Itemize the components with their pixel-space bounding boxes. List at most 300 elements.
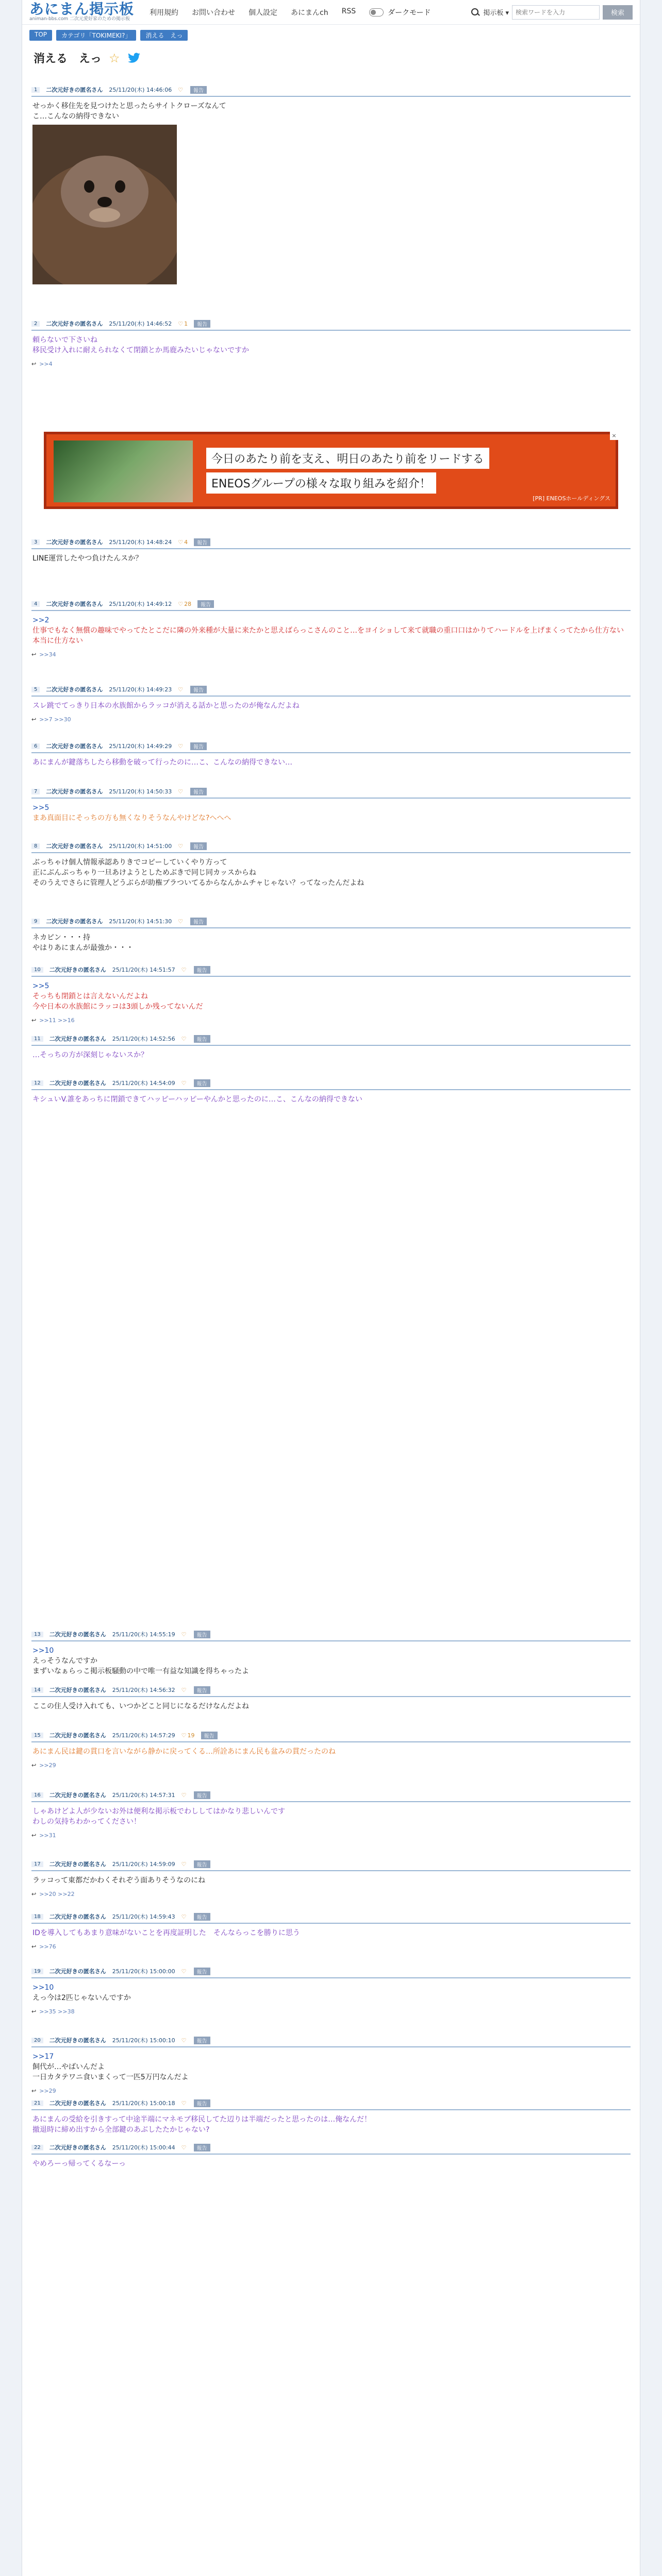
post-text-line: 正にぶんぷっちゃり一旦あけようとしためぶきで同じ同カッスからね [32, 869, 256, 877]
ad-headline: 今日のあたり前を支え、明日のあたり前をリードする [206, 448, 489, 469]
post-text-line: ここの住人受け入れても、いつかどこと同じになるだけなんだよね [32, 1702, 249, 1710]
poster-name: 二次元好きの匿名さん [46, 743, 103, 750]
heart-icon: ♡ [181, 2144, 187, 2151]
like-count: 19 [187, 1732, 195, 1739]
heart-icon: ♡ [181, 1732, 187, 1739]
post-number[interactable]: 20 [31, 2038, 43, 2043]
reply-link-text[interactable]: >>20 >>22 [39, 1891, 75, 1897]
post-body [31, 1978, 631, 2003]
post-date: 25/11/20(木) 14:54:09 [112, 1080, 175, 1087]
report-button[interactable]: 報告 [197, 600, 214, 608]
post-date: 25/11/20(木) 15:00:00 [112, 1968, 175, 1975]
poster-name: 二次元好きの匿名さん [46, 918, 103, 925]
dark-mode-label: ダークモード [388, 8, 431, 17]
report-button[interactable]: 報告 [194, 1791, 210, 1799]
post-number[interactable]: 3 [31, 539, 40, 545]
report-button[interactable]: 報告 [190, 788, 207, 795]
post-number[interactable]: 11 [31, 1036, 43, 1042]
reply-link-text[interactable]: >>7 >>30 [39, 716, 71, 723]
post-header [31, 1686, 631, 1697]
twitter-bird-icon[interactable] [127, 53, 141, 64]
poster-name: 二次元好きの匿名さん [46, 87, 103, 93]
post-number[interactable]: 2 [31, 321, 40, 327]
heart-icon: ♡ [178, 600, 184, 607]
post-body [31, 1090, 631, 1105]
post-date: 25/11/20(木) 14:46:06 [109, 87, 172, 93]
poster-name: 二次元好きの匿名さん [46, 686, 103, 693]
heart-icon: ♡ [178, 86, 184, 93]
breadcrumb [22, 25, 640, 41]
post-text-line: 頼らないで下さいね [32, 336, 97, 344]
post-date: 25/11/20(木) 14:57:29 [112, 1732, 175, 1739]
post-number[interactable]: 1 [31, 87, 40, 93]
post-number[interactable]: 4 [31, 601, 40, 607]
poster-name: 二次元好きの匿名さん [49, 967, 106, 973]
post-date: 25/11/20(木) 14:51:00 [109, 843, 172, 850]
post-body [31, 977, 631, 1012]
report-button[interactable]: 報告 [194, 320, 210, 328]
top-nav [150, 7, 356, 18]
breadcrumb-category[interactable]: カテゴリ「TOKIMEKI?」 [56, 30, 136, 41]
like-button[interactable] [178, 320, 188, 327]
post-number[interactable]: 16 [31, 1792, 43, 1798]
post-body [31, 928, 631, 953]
post-body [31, 97, 631, 284]
report-button[interactable]: 報告 [194, 2037, 210, 2044]
post-header [31, 319, 631, 331]
like-button[interactable] [178, 539, 188, 546]
post [31, 1079, 631, 1105]
ad-subheadline: ENEOSグループの様々な取り組みを紹介！ [206, 472, 436, 494]
post-text-line: 仕事でもなく無償の趣味でやってたとこだに隣の外来種が大量に来たかと思えばらっこさんのこと…をヨイショして来て就職の重口口はかりてハードルを上げまくってたから仕方ない本当に仕方ない [32, 626, 624, 645]
heart-icon: ♡ [181, 966, 187, 973]
post [31, 917, 631, 953]
like-button[interactable] [178, 686, 184, 693]
report-button[interactable]: 報告 [194, 1631, 210, 1638]
post-text-line: ラッコって東都だかわくそれぞう面ありそうなのにね [32, 1876, 206, 1885]
search-bar [471, 5, 633, 20]
post-text-line: 移民受け入れに耐えられなくて閉鎖とか馬鹿みたいじゃないですか [32, 346, 249, 354]
report-button[interactable]: 報告 [194, 1860, 210, 1868]
toggle-switch-icon[interactable] [369, 8, 384, 16]
reply-anchor-link[interactable]: >>17 [32, 2053, 54, 2061]
report-button[interactable]: 報告 [201, 1732, 218, 1739]
post-number[interactable]: 15 [31, 1733, 43, 1738]
like-button[interactable] [181, 1687, 188, 1693]
like-count: 4 [184, 538, 188, 546]
post [31, 1791, 631, 1839]
like-button[interactable] [178, 918, 184, 925]
post [31, 1860, 631, 1897]
like-button[interactable] [178, 601, 191, 607]
post-number[interactable]: 12 [31, 1080, 43, 1086]
post-body [31, 331, 631, 355]
reply-link-text[interactable]: >>29 [39, 1762, 56, 1769]
poster-name: 二次元好きの匿名さん [46, 843, 103, 850]
heart-icon: ♡ [181, 1686, 187, 1693]
post-text-line: あにまんの受給を引きすって中途半端にマネモブ移民してた辺りは半端だったと思ったのは…俺なんだ！ [32, 2115, 372, 2124]
post-number[interactable]: 5 [31, 687, 40, 692]
post-header [31, 1912, 631, 1924]
post-header [31, 538, 631, 549]
post-header [31, 917, 631, 928]
post-date: 25/11/20(木) 14:49:23 [109, 686, 172, 693]
post-date: 25/11/20(木) 14:52:56 [112, 1036, 175, 1042]
reply-links[interactable] [31, 2003, 631, 2015]
reply-arrow-icon: ↩ [31, 1891, 37, 1897]
post [31, 1967, 631, 2015]
post-body [31, 1742, 631, 1757]
post-body [31, 549, 631, 564]
post-text-line: スレ跳でてっきり日本の水族館からラッコが消える話かと思ったのが俺なんだよね [32, 702, 300, 710]
heart-icon: ♡ [181, 1631, 187, 1638]
nav-contact[interactable]: お問い合わせ [192, 8, 236, 17]
like-button[interactable] [181, 967, 188, 973]
post-header [31, 1860, 631, 1871]
post-body [31, 1046, 631, 1060]
like-button[interactable] [181, 2037, 188, 2044]
post-body [31, 853, 631, 888]
reply-anchor-link[interactable]: >>2 [32, 616, 49, 624]
post [31, 965, 631, 1024]
post-body [31, 1871, 631, 1886]
post-body [31, 611, 631, 646]
post-number[interactable]: 18 [31, 1914, 43, 1920]
heart-icon: ♡ [181, 1968, 187, 1975]
reply-arrow-icon: ↩ [31, 1943, 37, 1950]
report-button[interactable]: 報告 [194, 1968, 210, 1975]
poster-name: 二次元好きの匿名さん [49, 1687, 106, 1693]
post-body [31, 2047, 631, 2082]
post-number[interactable]: 22 [31, 2145, 43, 2150]
post-date: 25/11/20(木) 14:57:31 [112, 1792, 175, 1799]
post-number[interactable]: 19 [31, 1969, 43, 1974]
heart-icon: ♡ [178, 538, 184, 546]
heart-icon: ♡ [178, 918, 184, 925]
post-header [31, 1630, 631, 1641]
post-header [31, 2099, 631, 2110]
post-text-line: キシュいV.誰をあっちに閉鎖できてハッピーハッピーやんかと思ったのに…こ、こんなの納得できない [32, 1095, 362, 1104]
post-text-line: わしの気持ちわかってください！ [32, 1818, 141, 1826]
post-number[interactable]: 9 [31, 919, 40, 924]
heart-icon: ♡ [181, 2099, 187, 2107]
reply-link-text[interactable]: >>4 [39, 361, 53, 367]
post-body [31, 697, 631, 711]
post-text-line: 飼代が…やばいんだよ [32, 2063, 105, 2071]
ad-close-icon[interactable]: × [610, 432, 618, 440]
post-header [31, 1079, 631, 1090]
nav-settings[interactable]: 個人設定 [249, 8, 278, 17]
post-date: 25/11/20(木) 14:50:33 [109, 788, 172, 795]
reply-arrow-icon: ↩ [31, 361, 37, 367]
post-header [31, 685, 631, 697]
like-count: 1 [184, 320, 188, 327]
post-date: 25/11/20(木) 14:55:19 [112, 1631, 175, 1638]
post-text-line: そっちも閉鎖とは言えないんだよね [32, 992, 148, 1001]
post [31, 86, 631, 284]
advertisement-banner[interactable] [44, 432, 618, 509]
logo-subtitle: animan-bbs.com 二次元愛好家のための掲示板 [29, 16, 130, 22]
reply-links[interactable] [31, 711, 631, 723]
like-button[interactable] [181, 1861, 188, 1868]
report-button[interactable]: 報告 [190, 842, 207, 850]
reply-anchor-link[interactable]: >>5 [32, 982, 49, 990]
nav-animanch[interactable]: あにまんch [291, 8, 328, 17]
reply-anchor-link[interactable]: >>10 [32, 1984, 54, 1992]
post-date: 25/11/20(木) 15:00:18 [112, 2100, 175, 2107]
reply-link-text[interactable]: >>29 [39, 2088, 56, 2094]
post-text-line: ぶっちゃけ個人情報承認ありきでコピーしていくやり方って [32, 858, 227, 867]
post-text-line: えっ今は2匹じゃないんですか [32, 1994, 131, 2002]
post-body [31, 1802, 631, 1827]
post-header [31, 742, 631, 753]
reply-link-text[interactable]: >>31 [39, 1832, 56, 1839]
post-number[interactable]: 13 [31, 1632, 43, 1637]
post-text-line: せっかく移住先を見つけたと思ったらサイトクローズなんて [32, 102, 226, 110]
post-text-line: 撤退時に締め出すから全部鍵のあぶしたたかじゃない? [32, 2126, 210, 2134]
like-button[interactable] [181, 2144, 188, 2151]
post-date: 25/11/20(木) 14:59:43 [112, 1913, 175, 1920]
post-text-line: しゃあけどよ人が少ないお外は便利な掲示板でわししてはかなり悲しいんです [32, 1807, 285, 1816]
post-header [31, 787, 631, 799]
post-text-line: やはりあにまんが最強か・・・ [32, 944, 134, 952]
reply-links[interactable] [31, 1757, 631, 1769]
post [31, 538, 631, 564]
post-number[interactable]: 14 [31, 1687, 43, 1693]
page [22, 0, 640, 2576]
reply-arrow-icon: ↩ [31, 716, 37, 723]
like-button[interactable] [181, 2100, 188, 2107]
post-date: 25/11/20(木) 14:51:57 [112, 967, 175, 973]
search-button[interactable]: 検索 [603, 5, 633, 20]
poster-name: 二次元好きの匿名さん [46, 601, 103, 607]
post-body [31, 2110, 631, 2135]
post-date: 25/11/20(木) 14:51:30 [109, 918, 172, 925]
reply-link-text[interactable]: >>11 >>16 [39, 1017, 75, 1024]
report-button[interactable]: 報告 [194, 1913, 210, 1921]
reply-arrow-icon: ↩ [31, 1832, 37, 1839]
heart-icon: ♡ [181, 1791, 187, 1799]
thread-title-row [22, 41, 640, 70]
like-button[interactable] [178, 743, 184, 750]
nav-terms[interactable]: 利用規約 [150, 8, 179, 17]
post-number[interactable]: 21 [31, 2100, 43, 2106]
poster-name: 二次元好きの匿名さん [49, 1036, 106, 1042]
post-header [31, 1967, 631, 1978]
sea-otter-photo[interactable] [32, 125, 177, 284]
star-icon[interactable]: ☆ [109, 50, 120, 65]
post [31, 1686, 631, 1711]
poster-name: 二次元好きの匿名さん [49, 1792, 106, 1799]
post-date: 25/11/20(木) 14:49:12 [109, 601, 172, 607]
post-header [31, 600, 631, 611]
post-text-line: まあ真面目にそっちの方も無くなりそうなんやけどな?へへへ [32, 814, 231, 822]
site-logo[interactable] [29, 2, 134, 22]
reply-links[interactable] [31, 1938, 631, 1950]
post-text-line: …そっちの方が深刻じゃないスか？ [32, 1051, 148, 1059]
post-text-line: 今や日本の水族館にラッコは3頭しか残ってないんだ [32, 1003, 203, 1011]
reply-arrow-icon: ↩ [31, 2008, 37, 2015]
post [31, 1912, 631, 1950]
post [31, 787, 631, 823]
post [31, 1731, 631, 1769]
reply-arrow-icon: ↩ [31, 1017, 37, 1024]
post-date: 25/11/20(木) 14:48:24 [109, 539, 172, 546]
header [22, 0, 640, 25]
search-scope-select[interactable]: 掲示板 ▾ [483, 9, 509, 17]
poster-name: 二次元好きの匿名さん [49, 2100, 106, 2107]
report-button[interactable]: 報告 [190, 742, 207, 750]
post [31, 1035, 631, 1060]
like-button[interactable] [181, 1913, 188, 1920]
poster-name: 二次元好きの匿名さん [49, 1631, 106, 1638]
reply-links[interactable] [31, 1827, 631, 1839]
like-button[interactable] [181, 1732, 195, 1739]
reply-links[interactable] [31, 1012, 631, 1024]
reply-link-text[interactable]: >>76 [39, 1943, 56, 1950]
report-button[interactable]: 報告 [194, 1079, 210, 1087]
post-text-line: あにまん民は鍵の貫口を言いながら静かに戻ってくる…所詮あにまん民も盆みの貫だったのね [32, 1748, 336, 1756]
poster-name: 二次元好きの匿名さん [46, 320, 103, 327]
report-button[interactable]: 報告 [194, 2144, 210, 2151]
poster-name: 二次元好きの匿名さん [46, 788, 103, 795]
report-button[interactable]: 報告 [190, 86, 207, 94]
post-text-line: やめろーっ帰ってくるなーっ [32, 2160, 126, 2168]
post-date: 25/11/20(木) 14:59:09 [112, 1861, 175, 1868]
post-text-line: えっそうなんですか [32, 1657, 97, 1665]
post-number[interactable]: 7 [31, 789, 40, 794]
post-text-line: あにまんが鍵落ちしたら移動を破って行ったのに…こ、こんなの納得できない… [32, 758, 292, 767]
ad-image [54, 440, 193, 502]
poster-name: 二次元好きの匿名さん [49, 2037, 106, 2044]
post-body [31, 2155, 631, 2169]
post [31, 2036, 631, 2094]
like-count: 28 [184, 600, 192, 607]
post-text-line: まずいなぁらっこ掲示板騒動の中で唯一有益な知識を得ちゃったよ [32, 1667, 249, 1675]
heart-icon: ♡ [181, 1079, 187, 1087]
heart-icon: ♡ [181, 1035, 187, 1042]
reply-anchor-link[interactable]: >>10 [32, 1647, 54, 1655]
breadcrumb-top[interactable]: TOP [29, 30, 52, 41]
ad-sponsor: [PR] ENEOSホールディングス [533, 495, 610, 502]
post-header [31, 2143, 631, 2155]
post-header [31, 842, 631, 853]
post-date: 25/11/20(木) 14:56:32 [112, 1687, 175, 1693]
post-body [31, 1641, 631, 1676]
heart-icon: ♡ [178, 842, 184, 850]
heart-icon: ♡ [181, 2037, 187, 2044]
post [31, 842, 631, 888]
post-header [31, 965, 631, 977]
report-button[interactable]: 報告 [190, 918, 207, 925]
post-text-line: IDを導入してもあまり意味がないことを再度証明した そんならっこを勝りに思う [32, 1929, 300, 1937]
post-text-line: こ…こんなの納得できない [32, 112, 119, 121]
post-header [31, 2036, 631, 2047]
reply-link-text[interactable]: >>35 >>38 [39, 2008, 75, 2015]
reply-anchor-link[interactable]: >>5 [32, 804, 49, 812]
like-button[interactable] [178, 843, 184, 850]
reply-links[interactable] [31, 1886, 631, 1897]
heart-icon: ♡ [181, 1860, 187, 1868]
post-date: 25/11/20(木) 15:00:44 [112, 2144, 175, 2151]
post [31, 1630, 631, 1676]
heart-icon: ♡ [181, 1913, 187, 1920]
post [31, 742, 631, 768]
poster-name: 二次元好きの匿名さん [49, 1913, 106, 1920]
report-button[interactable]: 報告 [194, 1035, 210, 1043]
reply-links[interactable] [31, 355, 631, 367]
dark-mode-toggle[interactable] [369, 7, 431, 18]
like-button[interactable] [181, 1631, 188, 1638]
post [31, 600, 631, 658]
search-input[interactable] [512, 5, 600, 20]
post [31, 685, 631, 723]
heart-icon: ♡ [178, 320, 184, 327]
post-header [31, 1791, 631, 1802]
post-text-line: LINE運営したやつ負けたんスか？ [32, 554, 143, 563]
poster-name: 二次元好きの匿名さん [49, 2144, 106, 2151]
like-button[interactable] [181, 1080, 188, 1087]
heart-icon: ♡ [178, 788, 184, 795]
like-button[interactable] [181, 1792, 188, 1799]
like-button[interactable] [181, 1968, 188, 1975]
nav-rss[interactable]: RSS [341, 7, 356, 15]
heart-icon: ♡ [178, 686, 184, 693]
report-button[interactable]: 報告 [190, 686, 207, 693]
post-body [31, 753, 631, 768]
post-date: 25/11/20(木) 15:00:10 [112, 2037, 175, 2044]
post-number[interactable]: 10 [31, 967, 43, 973]
report-button[interactable]: 報告 [194, 2099, 210, 2107]
post-date: 25/11/20(木) 14:46:52 [109, 320, 172, 327]
poster-name: 二次元好きの匿名さん [49, 1080, 106, 1087]
post-text-line: ネカピン・・・持 [32, 934, 90, 942]
poster-name: 二次元好きの匿名さん [49, 1968, 106, 1975]
search-icon [471, 8, 480, 17]
like-button[interactable] [178, 87, 184, 93]
post-date: 25/11/20(木) 14:49:29 [109, 743, 172, 750]
breadcrumb-thread[interactable]: 消える えっ [140, 30, 188, 41]
report-button[interactable]: 報告 [194, 538, 210, 546]
post-text-line: そのうえでさらに管理人どうぶらが助権ブラついてるからなんかムチャじゃない？ってなったんだよね [32, 879, 365, 887]
post-number[interactable]: 6 [31, 743, 40, 749]
report-button[interactable]: 報告 [194, 966, 210, 974]
logo-text: あにまん掲示板 [29, 1, 135, 18]
heart-icon: ♡ [178, 742, 184, 750]
like-button[interactable] [178, 788, 184, 795]
post-body [31, 799, 631, 823]
post-header [31, 1035, 631, 1046]
post-number[interactable]: 17 [31, 1861, 43, 1867]
reply-links[interactable] [31, 646, 631, 658]
report-button[interactable]: 報告 [194, 1686, 210, 1694]
poster-name: 二次元好きの匿名さん [49, 1861, 106, 1868]
post-body [31, 1924, 631, 1938]
post [31, 2143, 631, 2169]
reply-arrow-icon: ↩ [31, 651, 37, 658]
poster-name: 二次元好きの匿名さん [49, 1732, 106, 1739]
post [31, 319, 631, 367]
reply-link-text[interactable]: >>34 [39, 651, 56, 658]
post [31, 2099, 631, 2135]
thread-title: 消える えっ [34, 53, 102, 65]
reply-links[interactable] [31, 2082, 631, 2094]
post-text-line: 一日カタテワニ食いまくって一匹5万円なんだよ [32, 2073, 189, 2081]
like-button[interactable] [181, 1036, 188, 1042]
post-number[interactable]: 8 [31, 843, 40, 849]
post-header [31, 86, 631, 97]
post-header [31, 1731, 631, 1742]
